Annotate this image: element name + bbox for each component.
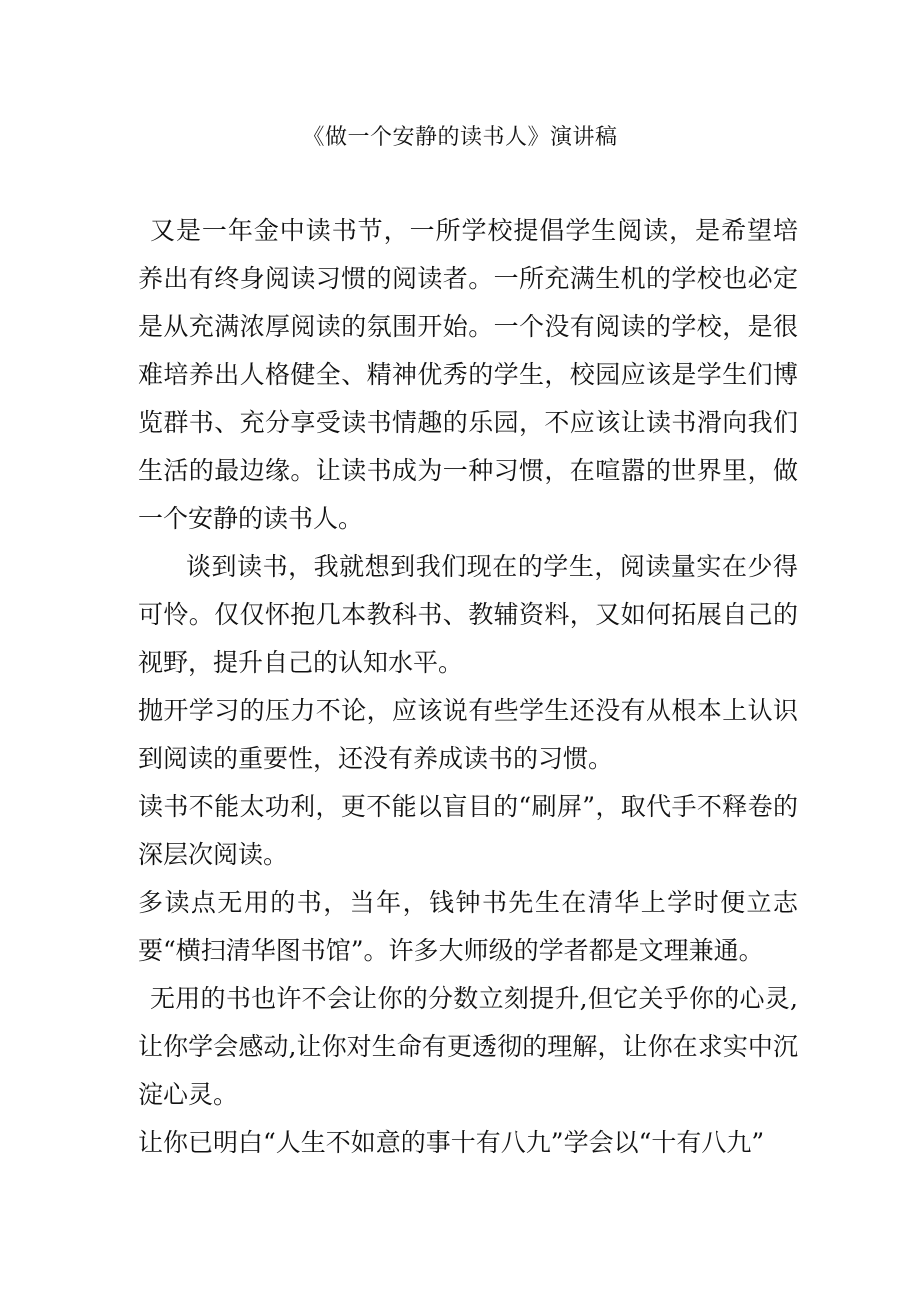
paragraph-6: 无用的书也许不会让你的分数立刻提升,但它关乎你的心灵,让你学会感动,让你对生命有更透彻的理解，让你在求实中沉淀心灵。 bbox=[138, 984, 798, 1109]
paragraph-5: 多读点无用的书，当年，钱钟书先生在清华上学时便立志要“横扫清华图书馆”。许多大师级的学者都是文理兼通。 bbox=[138, 888, 798, 965]
paragraph-2: 谈到读书，我就想到我们现在的学生，阅读量实在少得可怜。仅仅怀抱几本教科书、教辅资料，又如何拓展自己的视野，提升自己的认知水平。 bbox=[138, 552, 798, 677]
paragraph-3: 抛开学习的压力不论，应该说有些学生还没有从根本上认识到阅读的重要性，还没有养成读书的习惯。 bbox=[138, 696, 798, 773]
document-title: 《做一个安静的读书人》演讲稿 bbox=[302, 125, 618, 150]
paragraph-1: 又是一年金中读书节，一所学校提倡学生阅读，是希望培养出有终身阅读习惯的阅读者。一所充满生机的学校也必定是从充满浓厚阅读的氛围开始。一个没有阅读的学校，是很难培养出人格健全、精神优秀的学生，校园应该是学生们博览群书、充分享受读书情趣的乐园，不应该让读书滑向我们生活的最边缘。让读书成为一种习惯，在喧嚣的世界里，做一个安静的读书人。 bbox=[138, 216, 798, 533]
paragraph-4: 读书不能太功利，更不能以盲目的“刷屏”，取代手不释卷的深层次阅读。 bbox=[138, 792, 798, 869]
paragraph-7: 让你已明白“人生不如意的事十有八九”学会以“十有八九” bbox=[138, 1128, 765, 1157]
document-body bbox=[138, 207, 798, 1167]
